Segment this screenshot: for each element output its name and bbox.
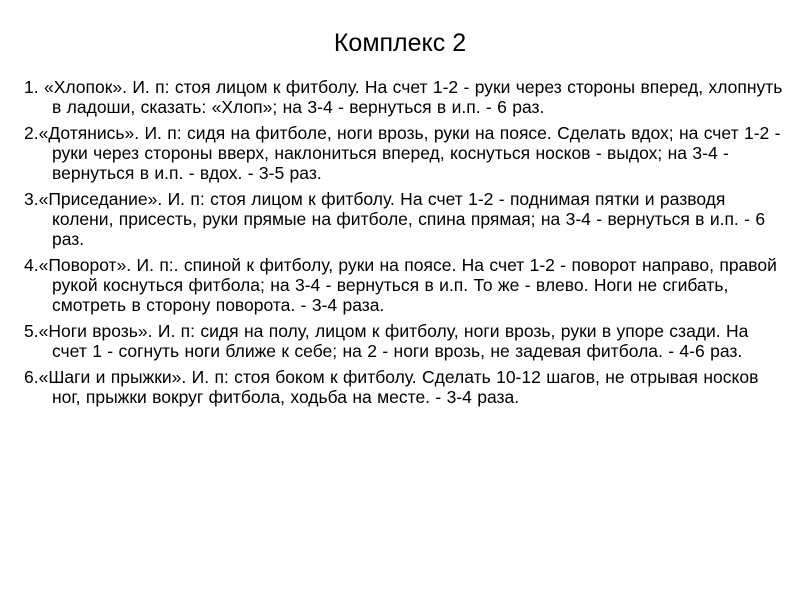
exercise-item-4: 4.«Поворот». И. п:. спиной к фитболу, руки на поясе. На счет 1-2 - поворот направо, правой рукой коснуться фитбола; на 3-4 - вернуться в и.п. То же - влево. Ноги не сгибать, смотреть в сторону поворота. - 3-4 раза. [24, 255, 777, 315]
exercise-item-2: 2.«Дотянись». И. п: сидя на фитболе, ноги врозь, руки на поясе. Сделать вдох; на счет 1-2 - руки через стороны вверх, наклониться вперед, коснуться носков - выдох; на 3-4 - вернуться в и.п. - вдох. - 3-5 раз. [24, 123, 781, 183]
exercise-item-5: 5.«Ноги врозь». И. п: сидя на полу, лицом к фитболу, ноги врозь, руки в упоре сзади. На счет 1 - согнуть ноги ближе к себе; на 2 - ноги врозь, не задевая фитбола. - 4-6 раз. [24, 321, 749, 361]
exercise-item-6: 6.«Шаги и прыжки». И. п: стоя боком к фитболу. Сделать 10-12 шагов, не отрывая носков ног, прыжки вокруг фитбола, ходьба на месте. - 3-4 раза. [24, 367, 759, 407]
exercise-list [24, 77, 788, 413]
slide-title: Комплекс 2 [333, 29, 467, 57]
exercise-item-1: 1. «Хлопок». И. п: стоя лицом к фитболу. На счет 1-2 - руки через стороны вперед, хлопнуть в ладоши, сказать: «Хлоп»; на 3-4 - вернуться в и.п. - 6 раз. [24, 77, 783, 117]
exercise-item-3: 3.«Приседание». И. п: стоя лицом к фитболу. На счет 1-2 - поднимая пятки и разводя колени, присесть, руки прямые на фитболе, спина прямая; на 3-4 - вернуться в и.п. - 6 раз. [24, 189, 766, 249]
